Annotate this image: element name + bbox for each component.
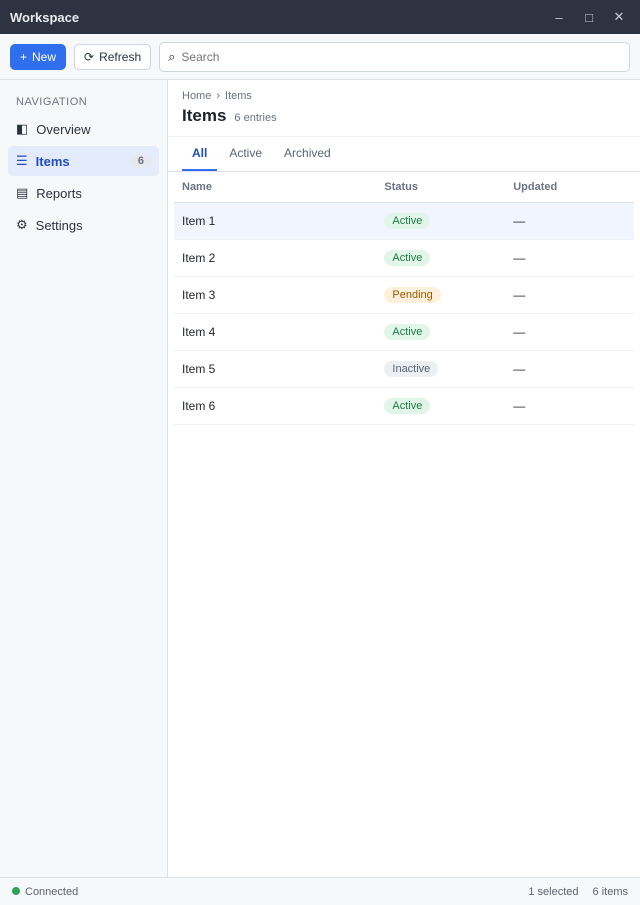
page-header (168, 102, 640, 137)
table-row[interactable] (174, 203, 634, 240)
title-bar (0, 0, 640, 34)
cell-name: Item 4 (174, 314, 376, 351)
breadcrumb-current: Items (225, 90, 252, 102)
content-area (0, 80, 640, 877)
tab-active[interactable]: Active (229, 146, 263, 160)
connection-status (12, 886, 78, 898)
cell-name: Item 6 (174, 388, 376, 425)
cell-updated: — (505, 314, 634, 351)
gear-icon: ⚙ (16, 217, 28, 232)
cell-updated: — (505, 351, 634, 388)
refresh-button[interactable] (74, 44, 151, 70)
table-row[interactable] (174, 314, 634, 351)
cell-name: Item 3 (174, 277, 376, 314)
item-count-badge: 6 (131, 154, 151, 168)
window-title: Workspace (10, 9, 80, 25)
list-icon: ☰ (16, 153, 28, 168)
cell-status (376, 314, 505, 351)
breadcrumb-separator: › (216, 90, 221, 102)
refresh-button-label: Refresh (99, 49, 142, 64)
table-row[interactable] (174, 351, 634, 388)
table-row[interactable] (174, 240, 634, 277)
sidebar-item-label: Settings (35, 217, 83, 233)
column-header-name[interactable]: Name (174, 172, 376, 203)
sidebar-heading: NAVIGATION (16, 96, 88, 108)
cell-status (376, 240, 505, 277)
cell-status (376, 351, 505, 388)
toolbar (0, 34, 640, 80)
plus-icon: + (20, 49, 28, 64)
column-header-status[interactable]: Status (376, 172, 505, 203)
cell-updated: — (505, 203, 634, 240)
status-badge: Active (384, 250, 430, 266)
cell-status (376, 203, 505, 240)
main-panel (168, 80, 640, 877)
cell-updated: — (505, 277, 634, 314)
table-container (168, 172, 640, 877)
cell-status (376, 277, 505, 314)
sidebar-item-label: Items (35, 153, 70, 169)
sidebar-item-label: Overview (36, 121, 91, 137)
status-badge: Pending (384, 287, 440, 303)
minimize-icon[interactable]: – (555, 9, 563, 25)
new-button-label: New (32, 49, 57, 64)
cell-name: Item 5 (174, 351, 376, 388)
status-badge: Active (384, 213, 430, 229)
cell-name: Item 1 (174, 203, 376, 240)
sidebar-item-reports[interactable] (8, 178, 159, 208)
new-button[interactable] (10, 44, 66, 70)
sidebar-item-overview[interactable] (8, 114, 159, 144)
table-row[interactable] (174, 277, 634, 314)
status-badge: Active (384, 398, 430, 414)
sidebar-item-settings[interactable] (8, 210, 159, 240)
column-header-updated[interactable]: Updated (505, 172, 634, 203)
connection-label: Connected (25, 885, 79, 898)
page-title: Items (182, 106, 227, 125)
status-badge: Inactive (384, 361, 438, 377)
table-row[interactable] (174, 388, 634, 425)
tab-all[interactable]: All (182, 137, 217, 171)
page-subtitle: 6 entries (234, 112, 277, 124)
selection-count: 1 selected (528, 885, 579, 898)
breadcrumb (168, 80, 640, 102)
total-count: 6 items (592, 885, 628, 898)
search-input[interactable] (181, 50, 621, 64)
search-box[interactable] (159, 42, 630, 72)
cell-status (376, 388, 505, 425)
refresh-icon: ⟳ (84, 49, 95, 64)
sidebar-item-items[interactable] (8, 146, 159, 176)
sidebar (0, 80, 168, 877)
maximize-icon[interactable]: □ (585, 9, 593, 25)
table-header-row (174, 172, 634, 203)
overview-icon: ◧ (16, 121, 29, 136)
report-icon: ▤ (16, 185, 29, 200)
close-icon[interactable]: ✕ (613, 9, 625, 24)
breadcrumb-root[interactable]: Home (182, 90, 212, 102)
search-icon: ⌕ (168, 48, 176, 64)
sidebar-item-label: Reports (36, 185, 82, 201)
tab-bar (168, 137, 640, 172)
items-table (174, 172, 634, 425)
cell-name: Item 2 (174, 240, 376, 277)
cell-updated: — (505, 388, 634, 425)
cell-updated: — (505, 240, 634, 277)
status-bar (0, 877, 640, 905)
connection-dot-icon (12, 887, 20, 895)
status-badge: Active (384, 324, 430, 340)
tab-archived[interactable]: Archived (284, 146, 331, 160)
